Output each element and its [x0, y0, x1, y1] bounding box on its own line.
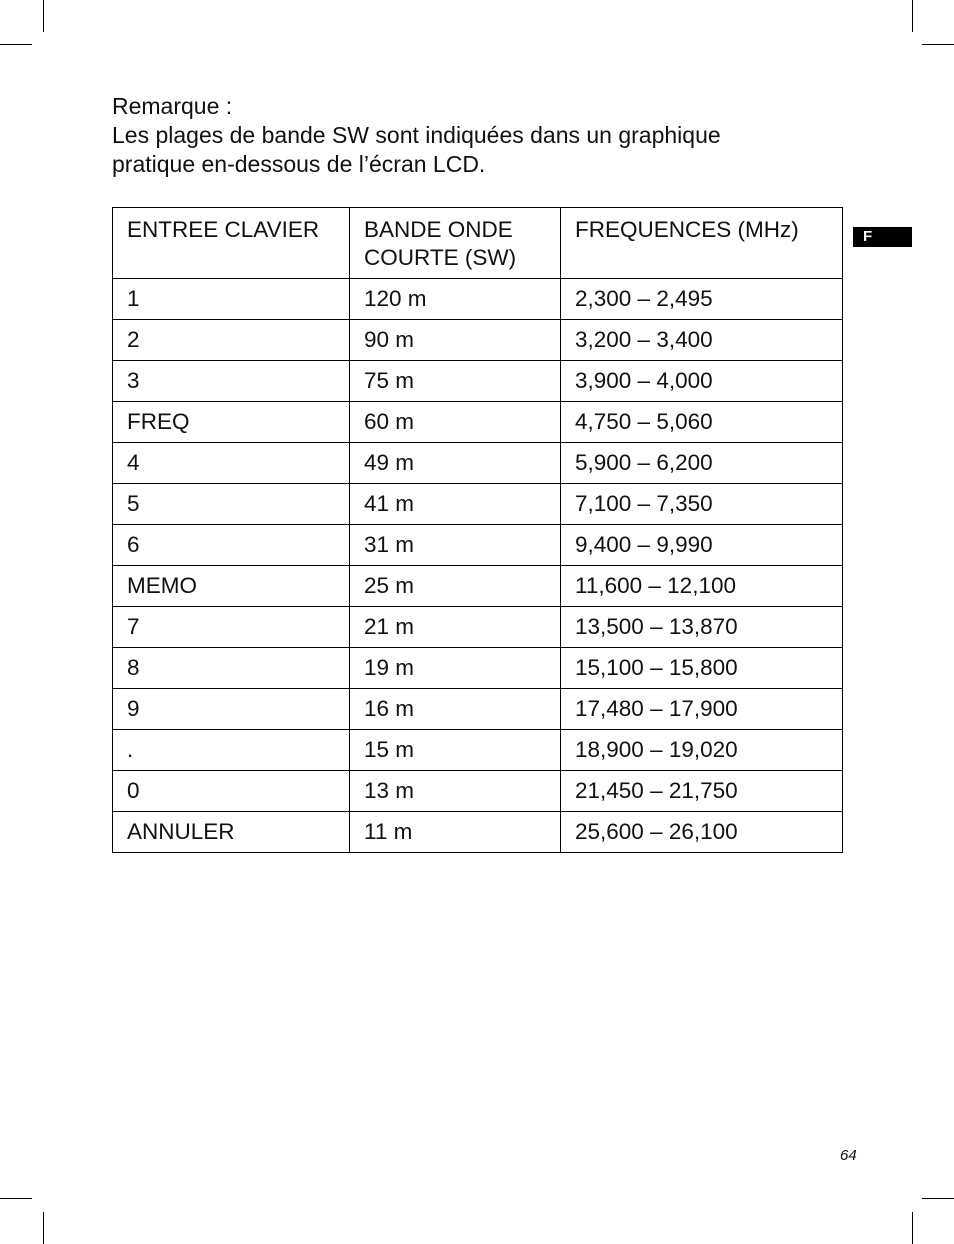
band-cell: 21 m — [350, 607, 561, 648]
intro-note — [112, 92, 832, 179]
keypad-entry-cell: FREQ — [113, 402, 350, 443]
table-row — [113, 320, 843, 361]
keypad-entry-cell: 2 — [113, 320, 350, 361]
crop-mark — [0, 44, 32, 45]
crop-mark — [0, 1198, 32, 1199]
header-sw-band-line: COURTE (SW) — [364, 245, 517, 270]
header-sw-band-line: BANDE ONDE — [364, 217, 513, 242]
keypad-entry-cell: 8 — [113, 648, 350, 689]
frequency-cell: 11,600 – 12,100 — [561, 566, 843, 607]
keypad-entry-cell: MEMO — [113, 566, 350, 607]
table-row — [113, 812, 843, 853]
crop-mark — [922, 44, 954, 45]
band-cell: 11 m — [350, 812, 561, 853]
note-text-line: Les plages de bande SW sont indiquées dans un graphique — [112, 122, 721, 148]
table-row — [113, 361, 843, 402]
frequency-cell: 4,750 – 5,060 — [561, 402, 843, 443]
frequency-cell: 18,900 – 19,020 — [561, 730, 843, 771]
table-row — [113, 689, 843, 730]
band-cell: 19 m — [350, 648, 561, 689]
table-row — [113, 730, 843, 771]
header-sw-band — [350, 208, 561, 279]
sw-band-table — [112, 207, 843, 853]
frequency-cell: 7,100 – 7,350 — [561, 484, 843, 525]
table-row — [113, 443, 843, 484]
crop-mark — [912, 0, 913, 32]
frequency-cell: 15,100 – 15,800 — [561, 648, 843, 689]
crop-mark — [922, 1198, 954, 1199]
table-row — [113, 566, 843, 607]
keypad-entry-cell: 0 — [113, 771, 350, 812]
frequency-cell: 17,480 – 17,900 — [561, 689, 843, 730]
band-cell: 16 m — [350, 689, 561, 730]
frequency-cell: 3,900 – 4,000 — [561, 361, 843, 402]
band-cell: 31 m — [350, 525, 561, 566]
keypad-entry-cell: 4 — [113, 443, 350, 484]
band-cell: 60 m — [350, 402, 561, 443]
frequency-cell: 5,900 – 6,200 — [561, 443, 843, 484]
frequency-cell: 25,600 – 26,100 — [561, 812, 843, 853]
frequency-cell: 21,450 – 21,750 — [561, 771, 843, 812]
crop-mark — [43, 1212, 44, 1244]
language-tab: F — [853, 227, 912, 247]
page-number: 64 — [840, 1147, 857, 1164]
table-row — [113, 279, 843, 320]
frequency-cell: 13,500 – 13,870 — [561, 607, 843, 648]
header-frequencies: FREQUENCES (MHz) — [561, 208, 843, 279]
crop-mark — [43, 0, 44, 32]
band-cell: 25 m — [350, 566, 561, 607]
header-keypad-entry: ENTREE CLAVIER — [113, 208, 350, 279]
band-cell: 90 m — [350, 320, 561, 361]
note-heading: Remarque : — [112, 93, 233, 119]
table-row — [113, 771, 843, 812]
frequency-cell: 2,300 – 2,495 — [561, 279, 843, 320]
table-row — [113, 484, 843, 525]
table-row — [113, 607, 843, 648]
band-cell: 49 m — [350, 443, 561, 484]
band-cell: 15 m — [350, 730, 561, 771]
table-row — [113, 402, 843, 443]
keypad-entry-cell: . — [113, 730, 350, 771]
keypad-entry-cell: 9 — [113, 689, 350, 730]
band-cell: 41 m — [350, 484, 561, 525]
table-row — [113, 525, 843, 566]
table-row — [113, 648, 843, 689]
note-text-line: pratique en-dessous de l’écran LCD. — [112, 151, 486, 177]
band-cell: 75 m — [350, 361, 561, 402]
keypad-entry-cell: ANNULER — [113, 812, 350, 853]
keypad-entry-cell: 7 — [113, 607, 350, 648]
keypad-entry-cell: 3 — [113, 361, 350, 402]
frequency-cell: 9,400 – 9,990 — [561, 525, 843, 566]
band-cell: 13 m — [350, 771, 561, 812]
keypad-entry-cell: 6 — [113, 525, 350, 566]
crop-mark — [912, 1212, 913, 1244]
keypad-entry-cell: 1 — [113, 279, 350, 320]
frequency-cell: 3,200 – 3,400 — [561, 320, 843, 361]
table-header-row — [113, 208, 843, 279]
keypad-entry-cell: 5 — [113, 484, 350, 525]
band-cell: 120 m — [350, 279, 561, 320]
